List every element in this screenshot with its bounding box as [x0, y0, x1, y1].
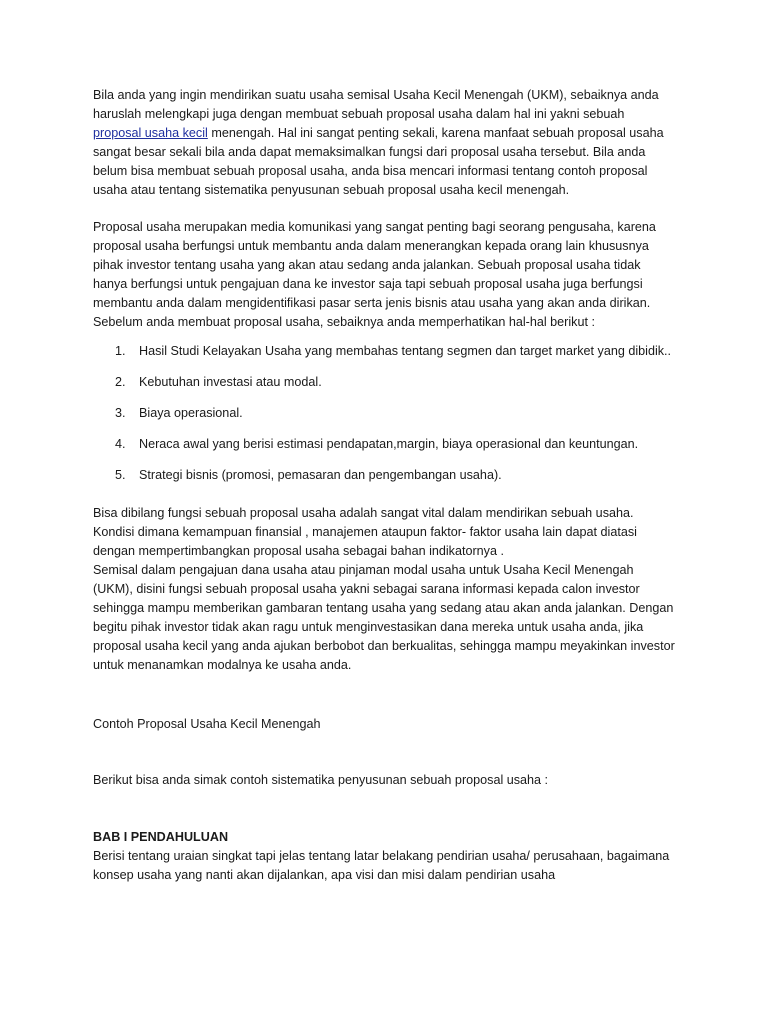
function-paragraph [93, 504, 675, 674]
list-item [93, 435, 675, 454]
bab1-text: Berisi tentang uraian singkat tapi jelas tentang latar belakang pendirian usaha/ perusahaan, bagaimana konsep usaha yang nanti akan dijalankan, apa visi dan misi dalam pendirian usaha [93, 849, 670, 883]
list-item [93, 466, 675, 485]
list-item-text: Hasil Studi Kelayakan Usaha yang membahas tentang segmen dan target market yang dibidik.. [139, 343, 672, 358]
list-item [93, 404, 675, 423]
function-paragraph-part-a: Bisa dibilang fungsi sebuah proposal usaha adalah sangat vital dalam mendirikan sebuah usaha. Kondisi dimana kemampuan finansial , manajemen ataupun faktor- faktor usaha lain dapat diatasi dengan mempertimbangkan proposal usaha sebagai bahan indikatornya . [93, 506, 637, 559]
intro-text-start: Bila anda yang ingin mendirikan suatu usaha semisal Usaha Kecil Menengah (UKM), sebaiknya anda haruslah melengkapi juga dengan membuat sebuah proposal usaha dalam hal ini yakni sebuah [93, 88, 659, 121]
list-item [93, 373, 675, 392]
intro-text-end: menengah. Hal ini sangat penting sekali, karena manfaat sebuah proposal usaha sangat besar sekali bila anda dapat memaksimalkan fungsi dari proposal usaha tersebut. Bila anda belum bisa membuat sebuah proposal usaha, anda bisa mencari informasi tentang contoh proposal usaha atau tentang sistematika penyusunan sebuah proposal usaha kecil menengah. [93, 125, 664, 197]
list-item-text: Strategi bisnis (promosi, pemasaran dan pengembangan usaha). [139, 467, 502, 482]
intro-paragraph [93, 86, 675, 199]
list-item-number: 1. [115, 343, 126, 358]
list-item [93, 342, 675, 361]
list-item-text: Biaya operasional. [139, 405, 243, 420]
list-item-text: Kebutuhan investasi atau modal. [139, 374, 322, 389]
requirements-list [93, 342, 675, 485]
proposal-definition-paragraph: Proposal usaha merupakan media komunikasi yang sangat penting bagi seorang pengusaha, karena proposal usaha berfungsi untuk membantu anda dalam menerangkan kepada orang lain khususnya pihak investor tentang usaha yang akan atau sedang anda jalankan. Sebuah proposal usaha tidak hanya berfungsi untuk pengajuan dana ke investor saja tapi sebuah proposal usaha juga berfungsi membantu anda dalam mengidentifikasi pasar serta jenis bisnis atau usaha yang akan anda dirikan. Sebelum anda membuat proposal usaha, sebaiknya anda memperhatikan hal-hal berikut : [93, 220, 656, 329]
document-page [93, 86, 675, 885]
list-item-number: 4. [115, 436, 126, 451]
function-paragraph-part-b: Semisal dalam pengajuan dana usaha atau pinjaman modal usaha untuk Usaha Kecil Menengah (UKM), disini fungsi sebuah proposal usaha yakni sebagai sarana informasi kepada calon investor sehingga mampu memberikan gambaran tentang usaha yang sedang atau akan anda jalankan. Dengan begitu pihak investor tidak akan ragu untuk menginvestasikan dana mereka untuk usaha anda, jika proposal usaha kecil yang anda ajukan berbobot dan berkualitas, sehingga mampu meyakinkan investor untuk menanamkan modalnya ke usaha anda. [93, 563, 675, 672]
list-item-number: 2. [115, 374, 126, 389]
list-item-number: 3. [115, 405, 126, 420]
bab1-title: BAB I PENDAHULUAN [93, 830, 229, 845]
bab1-section [93, 828, 675, 885]
list-item-number: 5. [115, 467, 126, 482]
list-item-text: Neraca awal yang berisi estimasi pendapatan,margin, biaya operasional dan keuntungan. [139, 436, 639, 451]
sistematika-intro: Berikut bisa anda simak contoh sistematika penyusunan sebuah proposal usaha : [93, 773, 549, 788]
proposal-usaha-kecil-link[interactable]: proposal usaha kecil [93, 125, 208, 140]
contoh-heading: Contoh Proposal Usaha Kecil Menengah [93, 716, 321, 731]
